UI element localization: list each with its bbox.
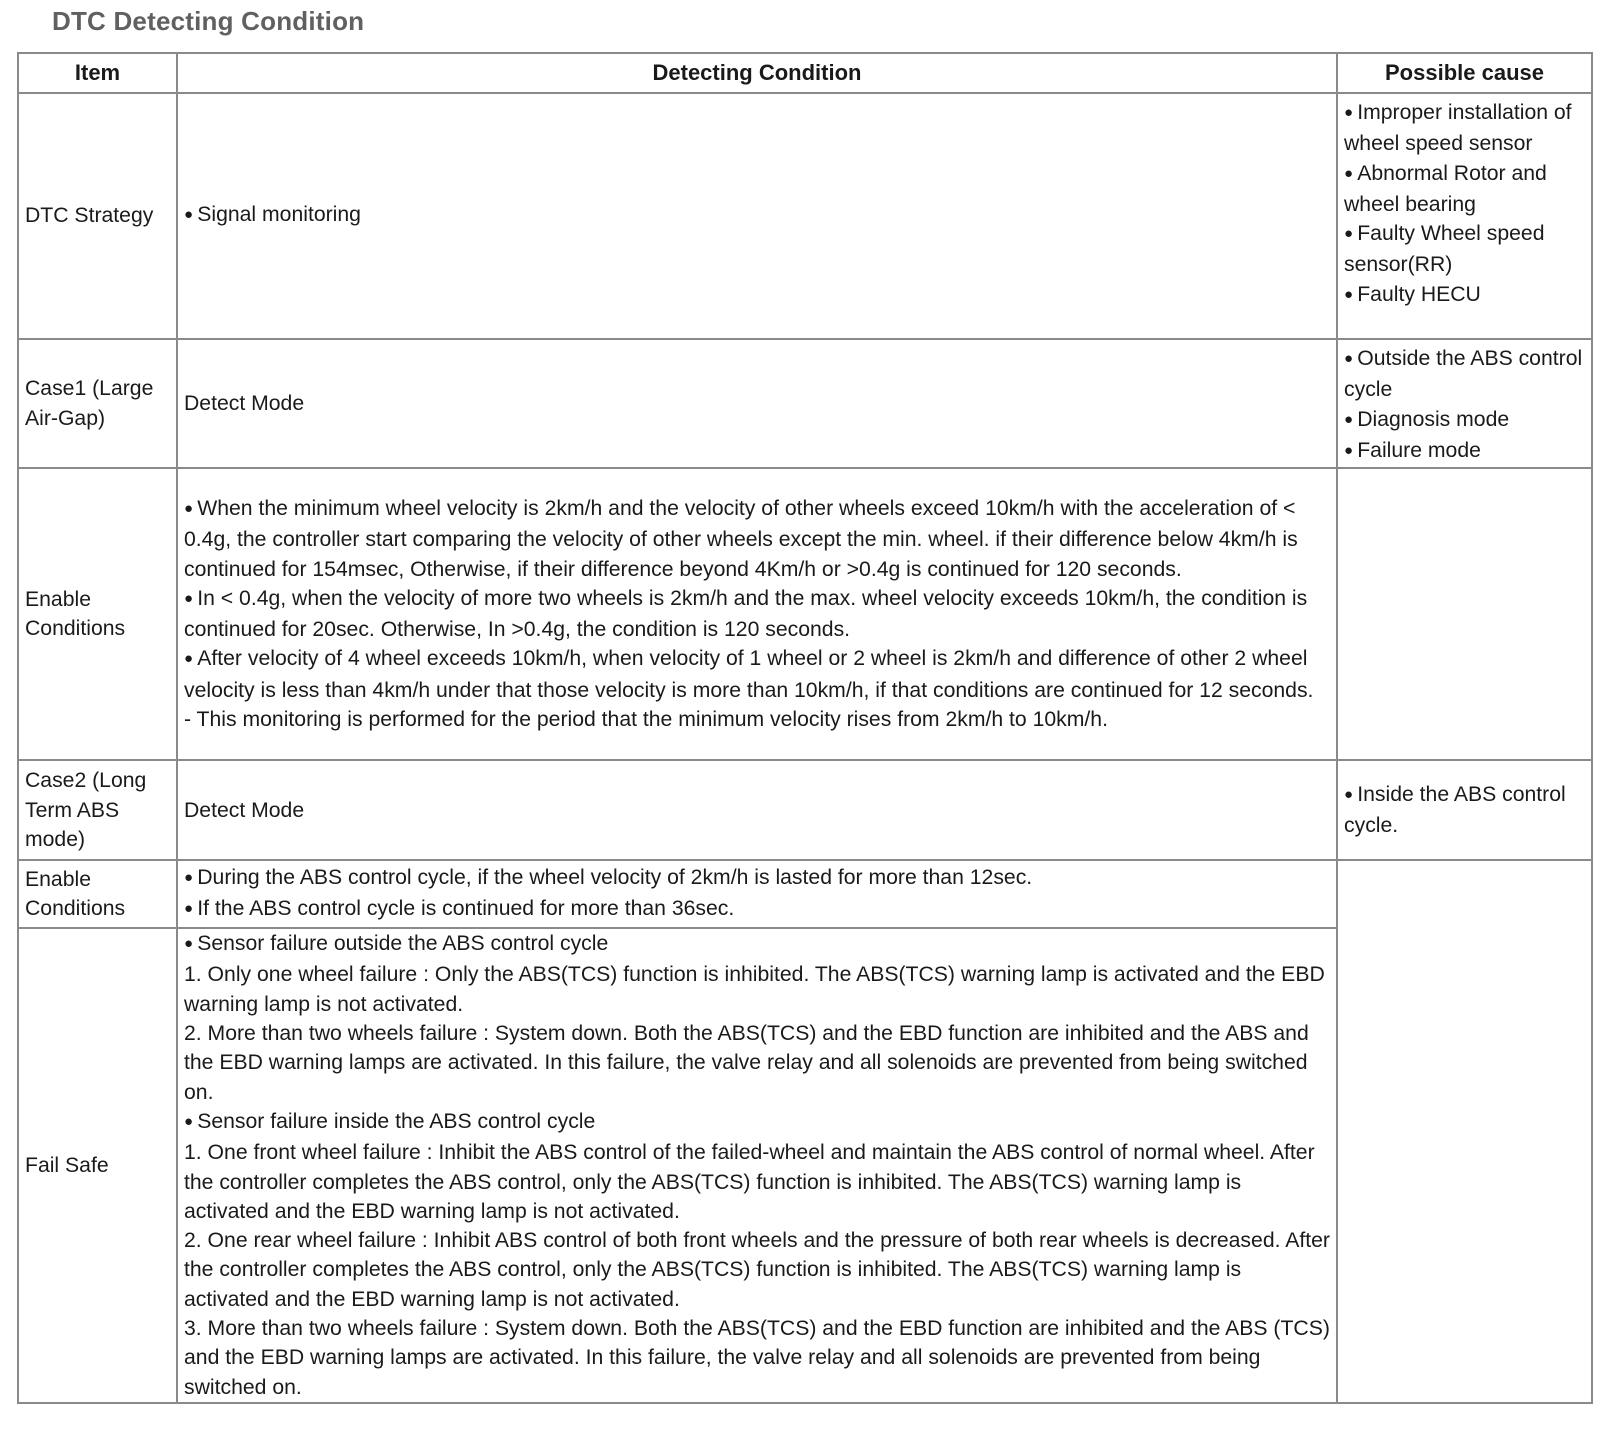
condition-cell: Detect Mode [177,339,1337,468]
condition-bullet: ● If the ABS control cycle is continued for more than 36sec. [184,894,1330,925]
fail-safe-heading: ● Sensor failure outside the ABS control cycle [184,929,1330,960]
item-cell: Case1 (Large Air-Gap) [18,339,177,468]
condition-bullet: ● During the ABS control cycle, if the wheel velocity of 2km/h is lasted for more than 12sec. [184,863,1330,894]
cause-bullet: ● Faulty HECU [1344,280,1585,311]
table-row-enable-conditions-case1 [18,468,1592,760]
table-row-case2 [18,760,1592,860]
cause-cell-empty [1337,468,1592,760]
cause-cell [1337,339,1592,468]
header-item: Item [18,53,177,93]
fail-safe-heading: ● Sensor failure inside the ABS control cycle [184,1107,1330,1138]
header-possible-cause: Possible cause [1337,53,1592,93]
table-row-enable-conditions-case2 [18,860,1592,928]
dtc-table [17,52,1593,1404]
condition-bullet: ● After velocity of 4 wheel exceeds 10km/h, when velocity of 1 wheel or 2 wheel is 2km/h and difference of other 2 wheel velocity is less than 4km/h under that those velocity is more than 10km/h, if that conditions are continued for 12 seconds. [184,644,1330,705]
item-cell: Case2 (Long Term ABS mode) [18,760,177,860]
header-detecting-condition: Detecting Condition [177,53,1337,93]
item-cell: Enable Conditions [18,468,177,760]
cause-cell [1337,760,1592,860]
table-row-dtc-strategy [18,93,1592,339]
fail-safe-item: 2. More than two wheels failure : System down. Both the ABS(TCS) and the EBD function are inhibited and the ABS and the EBD warning lamps are activated. In this failure, the valve relay and all solenoids are prevented from being switched on. [184,1022,1309,1104]
fail-safe-item: 1. Only one wheel failure : Only the ABS(TCS) function is inhibited. The ABS(TCS) warning lamp is activated and the EBD warning lamp is not activated. [184,963,1325,1016]
item-cell: Fail Safe [18,928,177,1403]
condition-bullet: ● Signal monitoring [184,200,1330,231]
fail-safe-item: 2. One rear wheel failure : Inhibit ABS control of both front wheels and the pressure of both rear wheels is decreased. After the controller completes the ABS control, only the ABS(TCS) function is inhibited. The ABS(TCS) warning lamp is activated and the EBD warning lamp is not activated. [184,1229,1330,1311]
page-title: DTC Detecting Condition [52,6,365,36]
table-header-row [18,53,1592,93]
condition-cell [177,93,1337,339]
cause-bullet: ● Improper installation of wheel speed sensor [1344,98,1585,159]
cause-bullet: ● Diagnosis mode [1344,405,1585,436]
condition-cell [177,860,1337,928]
cause-bullet: ● Failure mode [1344,436,1585,467]
cause-bullet: ● Inside the ABS control cycle. [1344,780,1585,841]
cause-cell [1337,93,1592,339]
item-cell: Enable Conditions [18,860,177,928]
cause-bullet: ● Abnormal Rotor and wheel bearing [1344,159,1585,220]
condition-note: - This monitoring is performed for the period that the minimum velocity rises from 2km/h to 10km/h. [184,708,1108,732]
fail-safe-item: 3. More than two wheels failure : System down. Both the ABS(TCS) and the EBD function are inhibited and the ABS (TCS) and the EBD warning lamps are activated. In this failure, the valve relay and all solenoids are prevented from being switched on. [184,1317,1330,1399]
fail-safe-item: 1. One front wheel failure : Inhibit the ABS control of the failed-wheel and maintain the ABS control of normal wheel. After the controller completes the ABS control, only the ABS(TCS) function is inhibited. The ABS(TCS) warning lamp is activated and the EBD warning lamp is not activated. [184,1141,1315,1223]
cause-cell-empty [1337,860,1592,1403]
condition-bullet: ● In < 0.4g, when the velocity of more two wheels is 2km/h and the max. wheel velocity exceeds 10km/h, the condition is continued for 20sec. Otherwise, In >0.4g, the condition is 120 seconds. [184,584,1330,645]
cause-bullet: ● Faulty Wheel speed sensor(RR) [1344,219,1585,280]
condition-cell [177,468,1337,760]
table-row-case1 [18,339,1592,468]
condition-cell: Detect Mode [177,760,1337,860]
cause-bullet: ● Outside the ABS control cycle [1344,344,1585,405]
condition-cell [177,928,1337,1403]
condition-bullet: ● When the minimum wheel velocity is 2km/h and the velocity of other wheels exceed 10km/h with the acceleration of < 0.4g, the controller start comparing the velocity of other wheels except the min. wheel. if their difference below 4km/h is continued for 154msec, Otherwise, if their difference beyond 4Km/h or >0.4g is continued for 120 seconds. [184,494,1330,584]
item-cell: DTC Strategy [18,93,177,339]
